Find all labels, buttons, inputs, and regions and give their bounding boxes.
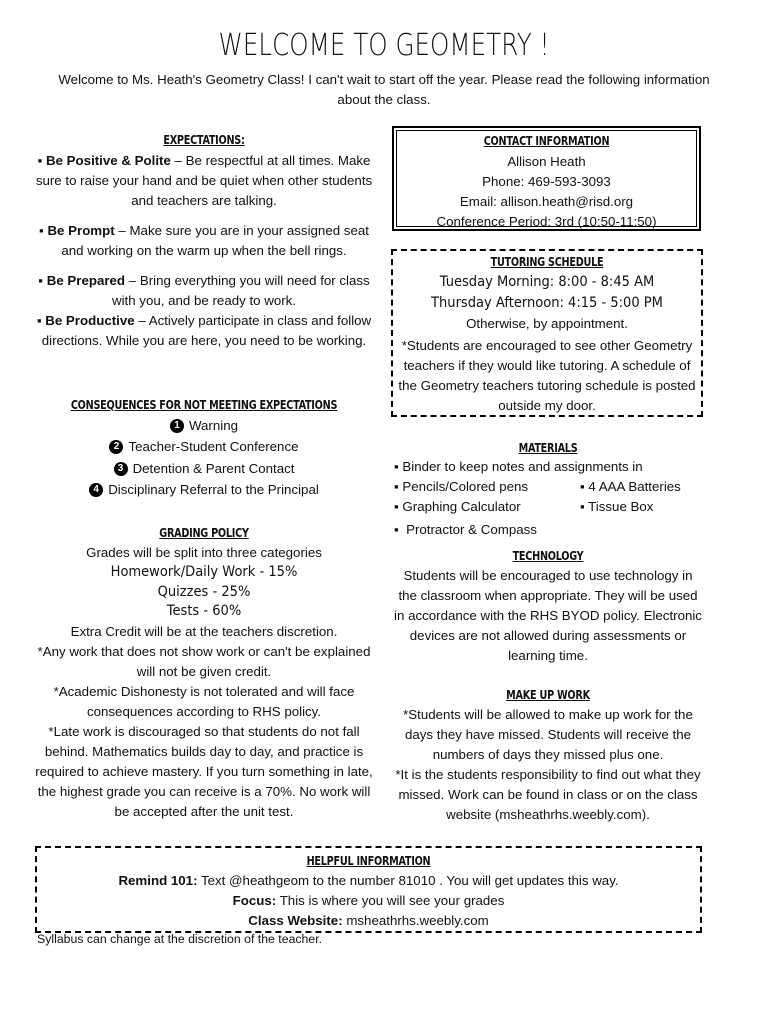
grading-note: *Any work that does not show work or can't be explained will not be given credit. bbox=[37, 643, 371, 679]
helpful-row: Remind 101: Text @heathgeom to the number 81010 . You will get updates this way. bbox=[118, 873, 619, 888]
number-badge: 1 bbox=[170, 419, 184, 433]
consequence-item: 1 Warning bbox=[34, 415, 374, 437]
grading-note: *Academic Dishonesty is not tolerated and will face consequences according to RHS policy. bbox=[53, 683, 355, 719]
number-badge: 3 bbox=[114, 462, 128, 476]
materials-item: ▪ Binder to keep notes and assignments in bbox=[394, 459, 643, 474]
extra-credit-note: Extra Credit will be at the teachers discretion. bbox=[70, 623, 338, 639]
materials-item: ▪ 4 AAA Batteries bbox=[580, 479, 681, 494]
expectations-section bbox=[34, 130, 374, 351]
expectation-item: ▪ Be Prompt – Make sure you are in your assigned seat and working on the warm up when the bell rings. bbox=[39, 223, 369, 258]
grading-category: Tests - 60% bbox=[166, 603, 242, 619]
consequence-item: 4 Disciplinary Referral to the Principal bbox=[34, 480, 374, 502]
materials-heading: MATERIALS bbox=[518, 440, 578, 455]
grading-note: *Late work is discouraged so that students do not fall behind. Mathematics builds day to day, and practice is required to achieve mastery. If you turn something in late, the highest grade you can receive is a 70%. No work will be accepted after the unit test. bbox=[35, 723, 373, 819]
consequences-heading: CONSEQUENCES FOR NOT MEETING EXPECTATIONS bbox=[70, 397, 338, 412]
tutoring-note: *Students are encouraged to see other Geometry teachers if they would like tutoring. A schedule of the Geometry teachers tutoring schedule is posted outside my door. bbox=[398, 338, 696, 413]
materials-item: ▪ Pencils/Colored pens bbox=[394, 479, 529, 494]
makeup-note: *Students will be allowed to make up work for the days they have missed. Students will receive the numbers of days they missed plus one. bbox=[403, 707, 693, 762]
number-badge: 4 bbox=[89, 483, 103, 497]
technology-heading: TECHNOLOGY bbox=[512, 548, 584, 563]
consequences-section bbox=[34, 395, 374, 501]
technology-section bbox=[394, 546, 702, 666]
contact-phone: Phone: 469-593-3093 bbox=[482, 174, 611, 189]
grading-category: Homework/Daily Work - 15% bbox=[110, 564, 298, 580]
contact-conference: Conference Period: 3rd (10:50-11:50) bbox=[436, 214, 657, 229]
tutoring-otherwise: Otherwise, by appointment. bbox=[466, 316, 628, 331]
grading-heading: GRADING POLICY bbox=[159, 525, 249, 540]
grading-section bbox=[34, 523, 374, 822]
makeup-note: *It is the students responsibility to find out what they missed. Work can be found in class or on the class website (msheathrhs.weebly.com). bbox=[395, 767, 701, 822]
tutoring-time: Thursday Afternoon: 4:15 - 5:00 PM bbox=[431, 295, 663, 311]
tutoring-time: Tuesday Morning: 8:00 - 8:45 AM bbox=[439, 274, 655, 290]
expectation-item: ▪ Be Prepared – Bring everything you will need for class with you, and be ready to work. bbox=[38, 273, 370, 308]
helpful-row: Focus: This is where you will see your grades bbox=[232, 893, 505, 908]
tutoring-heading: TUTORING SCHEDULE bbox=[490, 254, 604, 269]
materials-item: ▪ Protractor & Compass bbox=[394, 522, 537, 537]
materials-item: ▪ Tissue Box bbox=[580, 499, 654, 514]
consequence-item: 3 Detention & Parent Contact bbox=[34, 458, 374, 480]
contact-heading: CONTACT INFORMATION bbox=[483, 133, 610, 148]
expectation-item: ▪ Be Positive & Polite – Be respectful at all times. Make sure to raise your hand and be quiet when other students and teachers are talking. bbox=[35, 153, 373, 208]
materials-item: ▪ Graphing Calculator bbox=[394, 499, 521, 514]
tutoring-section bbox=[394, 252, 700, 416]
contact-name: Allison Heath bbox=[507, 154, 586, 169]
number-badge: 2 bbox=[109, 440, 123, 454]
makeup-heading: MAKE UP WORK bbox=[506, 687, 590, 702]
consequence-item: 2 Teacher-Student Conference bbox=[34, 437, 374, 459]
contact-section bbox=[392, 131, 701, 232]
page-title: WELCOME TO GEOMETRY ! bbox=[218, 28, 550, 63]
grading-intro: Grades will be split into three categories bbox=[86, 545, 322, 560]
intro-text: Welcome to Ms. Heath's Geometry Class! I can't wait to start off the year. Please read the following information about the class. bbox=[58, 72, 710, 107]
materials-section bbox=[394, 440, 702, 540]
helpful-row: Class Website: msheathrhs.weebly.com bbox=[248, 913, 489, 928]
makeup-section bbox=[394, 685, 702, 825]
expectations-heading: EXPECTATIONS: bbox=[163, 132, 245, 147]
grading-category: Quizzes - 25% bbox=[157, 583, 251, 600]
footer-note: Syllabus can change at the discretion of the teacher. bbox=[37, 932, 323, 946]
helpful-heading: HELPFUL INFORMATION bbox=[306, 853, 431, 868]
contact-email: Email: allison.heath@risd.org bbox=[459, 194, 634, 209]
technology-text: Students will be encouraged to use technology in the classroom when appropriate. They will be used in accordance with the RHS BYOD policy. Electronic devices are not allowed during assessments or learning time. bbox=[394, 568, 702, 663]
helpful-section bbox=[37, 851, 700, 931]
expectation-item: ▪ Be Productive – Actively participate in class and follow directions. While you are here, you need to be working. bbox=[36, 313, 372, 348]
